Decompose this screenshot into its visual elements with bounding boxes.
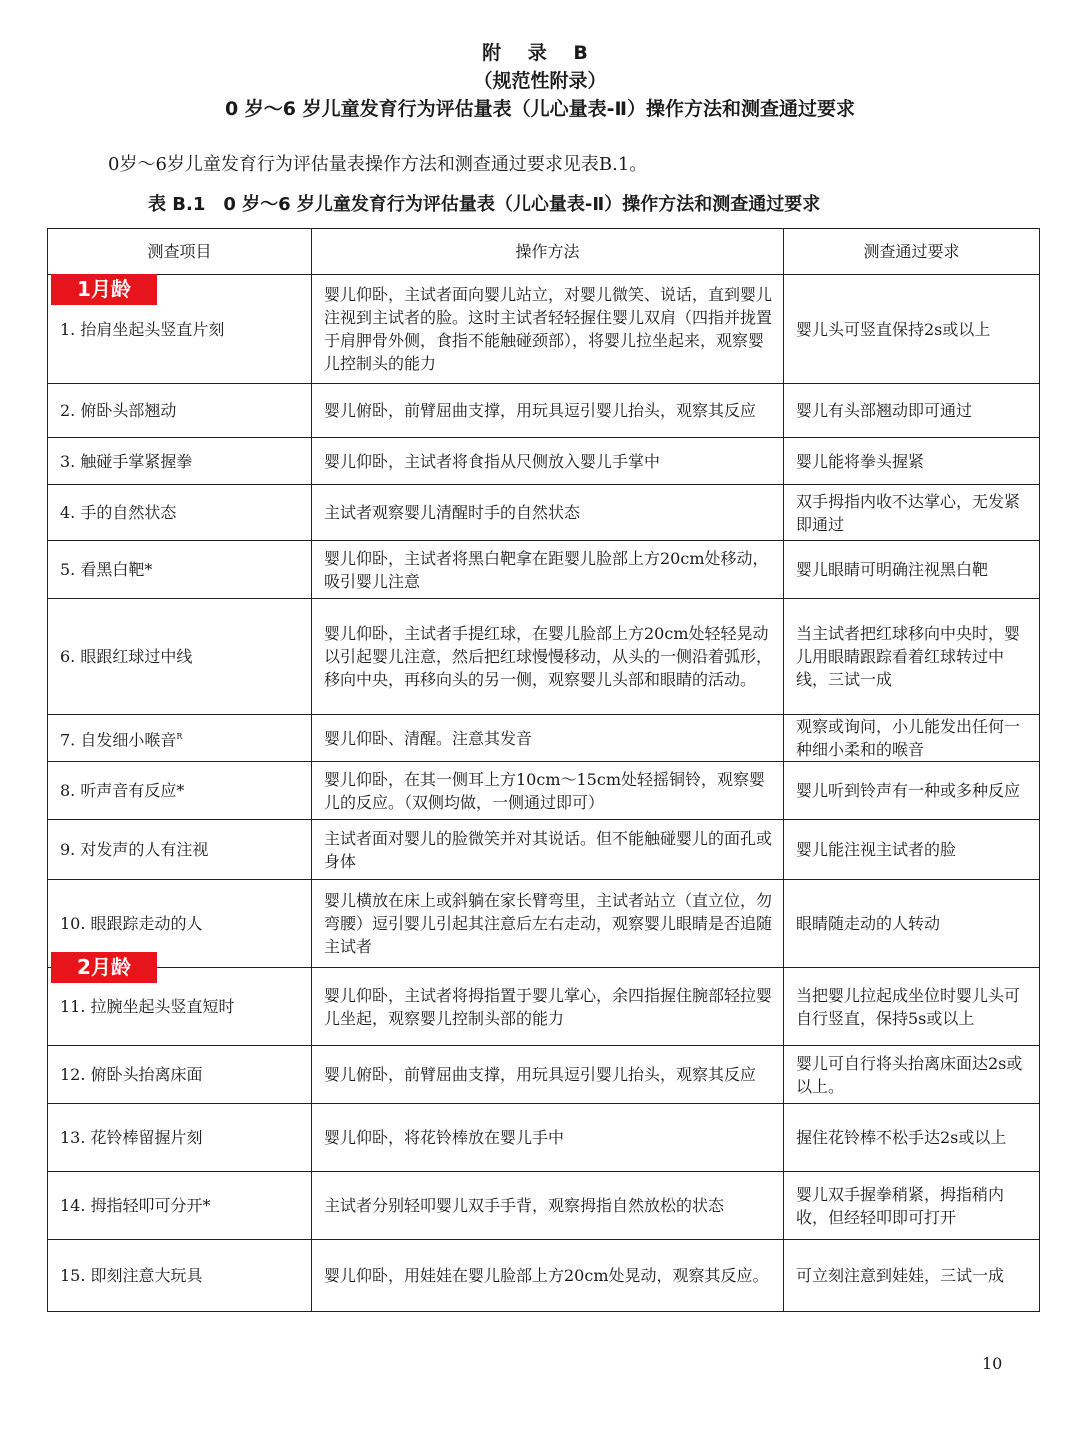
age-badge-1-month: 1月龄 — [51, 274, 157, 305]
age-badge-2-month: 2月龄 — [51, 952, 157, 983]
table-row — [48, 275, 1040, 384]
table-row — [48, 1172, 1040, 1240]
column-header-item: 测查项目 — [48, 229, 312, 275]
item-label: 4. 手的自然状态 — [60, 503, 177, 522]
table-row — [48, 968, 1040, 1046]
item-cell — [48, 599, 312, 715]
method-cell: 婴儿仰卧，将花铃棒放在婴儿手中 — [312, 1104, 784, 1172]
method-cell: 婴儿俯卧，前臂屈曲支撑，用玩具逗引婴儿抬头，观察其反应 — [312, 384, 784, 438]
item-cell — [48, 820, 312, 880]
requirement-cell: 婴儿有头部翘动即可通过 — [784, 384, 1040, 438]
table-row — [48, 880, 1040, 968]
table-header-row — [48, 229, 1040, 275]
appendix-title: 0 岁～6 岁儿童发育行为评估量表（儿心量表-Ⅱ）操作方法和测查通过要求 — [224, 98, 856, 120]
method-cell: 婴儿仰卧，主试者手提红球，在婴儿脸部上方20cm处轻轻晃动以引起婴儿注意，然后把红球慢慢移动，从头的一侧沿着弧形，移向中央，再移向头的另一侧，观察婴儿头部和眼睛的活动。 — [312, 599, 784, 715]
requirement-cell: 婴儿能注视主试者的脸 — [784, 820, 1040, 880]
assessment-table — [47, 228, 1040, 1312]
requirement-cell: 婴儿眼睛可明确注视黑白靶 — [784, 541, 1040, 599]
method-cell: 主试者观察婴儿清醒时手的自然状态 — [312, 485, 784, 541]
item-label: 15. 即刻注意大玩具 — [60, 1266, 203, 1285]
item-label: 14. 拇指轻叩可分开* — [60, 1196, 211, 1215]
table-row — [48, 1046, 1040, 1104]
requirement-cell: 婴儿听到铃声有一种或多种反应 — [784, 762, 1040, 820]
item-label: 1. 抬肩坐起头竖直片刻 — [60, 319, 225, 339]
table-row — [48, 599, 1040, 715]
column-header-requirement: 测查通过要求 — [784, 229, 1040, 275]
intro-paragraph: 0岁～6岁儿童发育行为评估量表操作方法和测查通过要求见表B.1。 — [108, 154, 648, 175]
item-cell — [48, 1172, 312, 1240]
item-cell — [48, 762, 312, 820]
method-cell: 婴儿仰卧，主试者面向婴儿站立，对婴儿微笑、说话，直到婴儿注视到主试者的脸。这时主试者轻轻握住婴儿双肩（四指并拢置于肩胛骨外侧，食指不能触碰颈部），将婴儿拉坐起来，观察婴儿控制头的能力 — [312, 275, 784, 384]
item-label: 8. 听声音有反应* — [60, 781, 185, 800]
item-cell — [48, 1046, 312, 1104]
requirement-cell: 婴儿能将拳头握紧 — [784, 438, 1040, 485]
requirement-cell: 婴儿可自行将头抬离床面达2s或以上。 — [784, 1046, 1040, 1104]
item-label: 5. 看黑白靶* — [60, 560, 153, 579]
method-cell: 婴儿仰卧，用娃娃在婴儿脸部上方20cm处晃动，观察其反应。 — [312, 1240, 784, 1312]
method-cell: 婴儿横放在床上或斜躺在家长臂弯里，主试者站立（直立位，勿弯腰）逗引婴儿引起其注意后左右走动，观察婴儿眼睛是否追随主试者 — [312, 880, 784, 968]
item-cell — [48, 275, 312, 384]
column-header-method: 操作方法 — [312, 229, 784, 275]
item-label: 11. 拉腕坐起头竖直短时 — [60, 997, 235, 1016]
table-row — [48, 1240, 1040, 1312]
item-label: 2. 俯卧头部翘动 — [60, 401, 177, 420]
requirement-cell: 眼睛随走动的人转动 — [784, 880, 1040, 968]
item-cell — [48, 485, 312, 541]
item-cell — [48, 880, 312, 979]
method-cell: 婴儿仰卧，主试者将食指从尺侧放入婴儿手掌中 — [312, 438, 784, 485]
requirement-cell: 当把婴儿拉起成坐位时婴儿头可自行竖直，保持5s或以上 — [784, 968, 1040, 1046]
method-cell: 主试者分别轻叩婴儿双手手背，观察拇指自然放松的状态 — [312, 1172, 784, 1240]
method-cell: 婴儿仰卧、清醒。注意其发音 — [312, 715, 784, 762]
page-number: 10 — [982, 1354, 1003, 1373]
method-cell: 婴儿俯卧，前臂屈曲支撑，用玩具逗引婴儿抬头，观察其反应 — [312, 1046, 784, 1104]
table-body — [48, 275, 1040, 1312]
item-cell — [48, 715, 312, 762]
item-label: 3. 触碰手掌紧握拳 — [60, 451, 193, 471]
item-label: 7. 自发细小喉音 — [60, 730, 177, 750]
table-row — [48, 820, 1040, 880]
table-row — [48, 485, 1040, 541]
item-cell — [48, 1104, 312, 1172]
method-cell: 婴儿仰卧，主试者将拇指置于婴儿掌心，余四指握住腕部轻拉婴儿坐起，观察婴儿控制头部的能力 — [312, 968, 784, 1046]
table-row — [48, 1104, 1040, 1172]
item-cell — [48, 384, 312, 438]
requirement-cell: 可立刻注意到娃娃，三试一成 — [784, 1240, 1040, 1312]
requirement-cell: 观察或询问，小儿能发出任何一种细小柔和的喉音 — [784, 715, 1040, 762]
table-row — [48, 541, 1040, 599]
requirement-cell: 当主试者把红球移向中央时，婴儿用眼睛跟踪看着红球转过中线，三试一成 — [784, 599, 1040, 715]
table-row — [48, 384, 1040, 438]
method-cell: 主试者面对婴儿的脸微笑并对其说话。但不能触碰婴儿的面孔或身体 — [312, 820, 784, 880]
method-cell: 婴儿仰卧，主试者将黑白靶拿在距婴儿脸部上方20cm处移动，吸引婴儿注意 — [312, 541, 784, 599]
requirement-cell: 婴儿头可竖直保持2s或以上 — [784, 275, 1040, 384]
requirement-cell: 握住花铃棒不松手达2s或以上 — [784, 1104, 1040, 1172]
appendix-type: （规范性附录） — [473, 70, 607, 92]
item-cell — [48, 438, 312, 485]
item-cell — [48, 541, 312, 599]
item-superscript: R — [176, 731, 183, 741]
method-cell: 婴儿仰卧，在其一侧耳上方10cm～15cm处轻摇铜铃，观察婴儿的反应。（双侧均做，一侧通过即可） — [312, 762, 784, 820]
item-label: 6. 眼跟红球过中线 — [60, 647, 193, 666]
item-label: 12. 俯卧头抬离床面 — [60, 1065, 203, 1084]
item-label: 10. 眼跟踪走动的人 — [60, 914, 203, 933]
table-caption: 表 B.1 0 岁～6 岁儿童发育行为评估量表（儿心量表-Ⅱ）操作方法和测查通过要求 — [148, 194, 821, 215]
appendix-heading: 附 录 B — [482, 42, 598, 64]
table-row — [48, 762, 1040, 820]
item-label: 13. 花铃棒留握片刻 — [60, 1128, 203, 1147]
requirement-cell: 双手拇指内收不达掌心，无发紧即通过 — [784, 485, 1040, 541]
table-row — [48, 715, 1040, 762]
item-cell — [48, 1240, 312, 1312]
table-row — [48, 438, 1040, 485]
requirement-cell: 婴儿双手握拳稍紧，拇指稍内收，但经轻叩即可打开 — [784, 1172, 1040, 1240]
item-label: 9. 对发声的人有注视 — [60, 840, 209, 859]
